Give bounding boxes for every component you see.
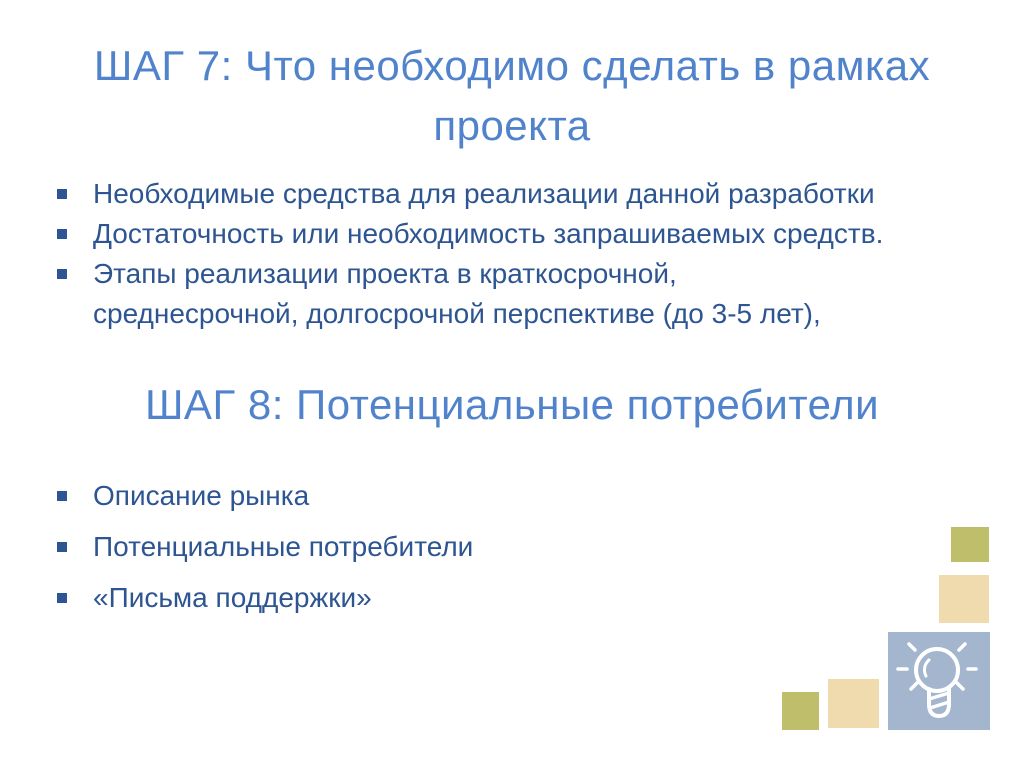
- title-line-2: проекта: [433, 102, 591, 149]
- lightbulb-icon: [888, 632, 990, 730]
- decor-square-tan-left: [828, 679, 879, 728]
- title-line-1: ШАГ 7: Что необходимо сделать в рамках: [93, 42, 931, 89]
- list-item: [57, 174, 987, 214]
- bullet-square-icon: [57, 491, 67, 501]
- bullet-text: Потенциальные потребители: [93, 531, 474, 562]
- bullet-text-continued: среднесрочной, долгосрочной перспективе (до 3-5 лет),: [93, 298, 821, 329]
- bullet-text: Необходимые средства для реализации данной разработки: [93, 178, 875, 209]
- bullet-text: Описание рынка: [93, 480, 310, 511]
- bullet-list-step8: [57, 476, 757, 629]
- list-item: [57, 214, 987, 254]
- bullet-text: Достаточность или необходимость запрашиваемых средств.: [93, 218, 884, 249]
- bullet-square-icon: [57, 229, 67, 239]
- bullet-square-icon: [57, 269, 67, 279]
- list-item: [57, 578, 757, 618]
- list-item: [57, 527, 757, 567]
- decor-square-blue: [888, 632, 990, 730]
- list-item: [57, 254, 987, 334]
- slide-heading-step8: ШАГ 8: Потенциальные потребители: [144, 381, 880, 428]
- slide-title-step7: [0, 36, 1024, 156]
- bullet-text: Этапы реализации проекта в краткосрочной,: [93, 258, 677, 289]
- bullet-square-icon: [57, 593, 67, 603]
- decor-square-olive-top: [951, 527, 989, 562]
- decor-square-olive-left: [782, 692, 819, 730]
- bullet-list-step7: [57, 174, 987, 334]
- list-item: [57, 476, 757, 516]
- bullet-square-icon: [57, 542, 67, 552]
- bullet-text: «Письма поддержки»: [93, 582, 372, 613]
- bullet-square-icon: [57, 189, 67, 199]
- decor-square-tan-top: [939, 575, 989, 623]
